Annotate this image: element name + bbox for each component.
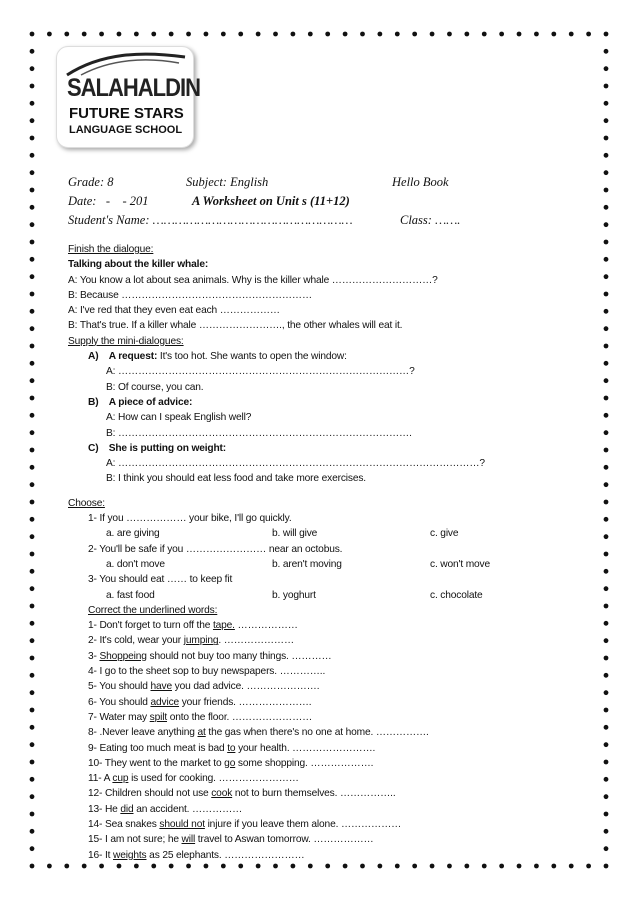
correct-item: 7- Water may spilt onto the floor. …………………… — [88, 711, 313, 723]
dialogue-line: B: That's true. If a killer whale ……………………., the other whales will eat it. — [68, 320, 403, 332]
student-name-field: Student's Name: ……………………………………………… — [68, 213, 353, 227]
grade-label: Grade: 8 — [68, 175, 114, 189]
mini-item-b-line: A: How can I speak English well? — [106, 412, 252, 424]
school-logo — [56, 46, 200, 148]
book-label: Hello Book — [392, 175, 449, 189]
mini-item-b-heading: B) A piece of advice: — [88, 396, 193, 408]
mini-item-a-line: B: Of course, you can. — [106, 381, 204, 393]
mini-dialogues-title: Supply the mini-dialogues: — [68, 335, 184, 347]
worksheet-title: A Worksheet on Unit s (11+12) — [192, 194, 350, 208]
correct-item: 4- I go to the sheet sop to buy newspapers. ………….. — [88, 666, 326, 678]
logo-line-1: SALAHALDIN — [67, 73, 200, 102]
correct-list — [68, 618, 588, 863]
correct-item: 11- A cup is used for cooking. …………………… — [88, 773, 299, 785]
correct-item: 10- They went to the market to go some shopping. ………………. — [88, 757, 374, 769]
correct-item: 6- You should advice your friends. …………………. — [88, 696, 312, 708]
choose-options: a. are giving b. will give c. give — [106, 528, 459, 540]
logo-line-2: FUTURE STARS — [69, 105, 184, 122]
mini-item-a-line: A: ……………………………………………………………………………? — [106, 366, 415, 378]
correct-title: Correct the underlined words: — [88, 604, 218, 616]
dialogue-line: A: I've red that they even eat each ……………… — [68, 305, 280, 317]
dialogue-title: Finish the dialogue: — [68, 244, 154, 255]
dialogue-line: A: You know a lot about sea animals. Why is the killer whale …………………………? — [68, 274, 438, 286]
class-field: Class: ……. — [400, 213, 461, 227]
subject-label: Subject: English — [186, 175, 269, 189]
choose-options: a. don't move b. aren't moving c. won't move — [106, 558, 491, 570]
correct-item: 1- Don't forget to turn off the tape. ……………… — [88, 620, 298, 632]
correct-item: 15- I am not sure; he will travel to Aswan tomorrow. ……………… — [88, 834, 374, 846]
mini-item-c-line: A: ………………………………………………………………………………………………? — [106, 458, 485, 470]
dialogue-subtitle: Talking about the killer whale: — [68, 259, 209, 271]
correct-item: 8- .Never leave anything at the gas when there's no one at home. ……………. — [88, 727, 429, 739]
logo-line-3: LANGUAGE SCHOOL — [69, 124, 183, 136]
correct-item: 16- It weights as 25 elephants. …………………… — [88, 849, 305, 861]
choose-options: a. fast food b. yoghurt c. chocolate — [106, 589, 483, 601]
mini-item-a-heading: A) A request: It's too hot. She wants to open the window: — [88, 351, 347, 363]
correct-item: 3- Shoppeing should not buy too many things. ………… — [88, 650, 332, 662]
correct-item: 12- Children should not use cook not to burn themselves. …………….. — [88, 788, 396, 800]
choose-question: 1- If you ……………… your bike, I'll go quickly. — [88, 513, 292, 525]
correct-item: 14- Sea snakes should not injure if you leave them alone. ……………… — [88, 818, 402, 830]
mini-item-c-heading: C) She is putting on weight: — [88, 442, 227, 454]
correct-item: 9- Eating too much meat is bad to your health. ……………………. — [88, 742, 376, 754]
worksheet-body — [68, 242, 588, 863]
date-label: Date: - - 201 — [68, 194, 149, 208]
correct-item: 2- It's cold, wear your jumping. ………………… — [88, 635, 294, 647]
correct-item: 13- He did an accident. …………… — [88, 803, 243, 815]
mini-item-c-line: B: I think you should eat less food and take more exercises. — [106, 473, 366, 485]
dialogue-line: B: Because ………………………………………………… — [68, 289, 312, 301]
mini-item-b-line: B: ……………………………………………………………………………. — [106, 427, 412, 439]
choose-title: Choose: — [68, 497, 105, 509]
choose-question: 3- You should eat …… to keep fit — [88, 574, 233, 586]
choose-question: 2- You'll be safe if you …………………… near an octobus. — [88, 543, 343, 555]
correct-item: 5- You should have you dad advice. …………………. — [88, 681, 320, 693]
